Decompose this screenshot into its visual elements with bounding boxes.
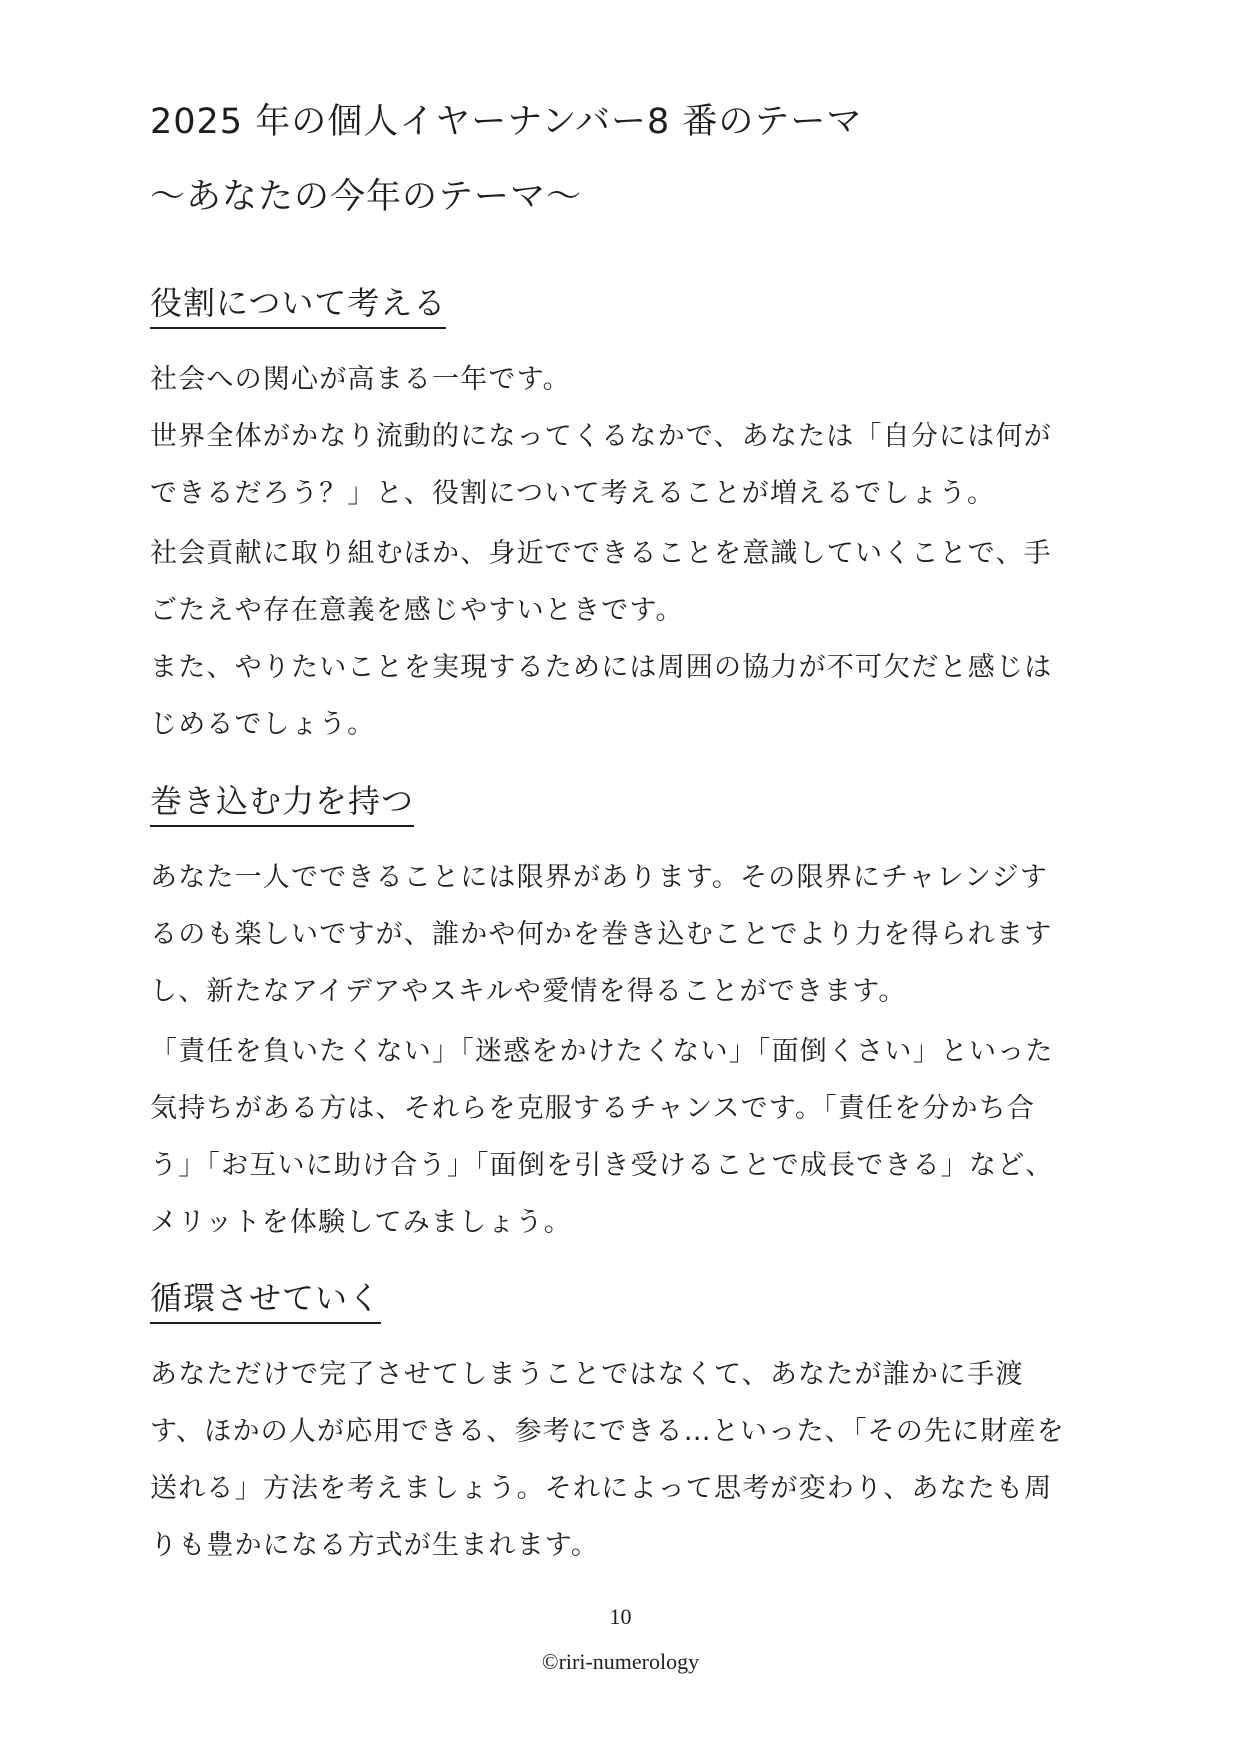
text-line: じめるでしょう。	[150, 709, 376, 740]
paragraph	[150, 1346, 1065, 1574]
text-line: う」「お互いに助け合う」「面倒を引き受けることで成長できる」など、	[150, 1150, 1054, 1181]
section-involve	[150, 781, 1100, 1238]
section-heading: 巻き込む力を持つ	[150, 781, 414, 827]
section-role	[150, 283, 1100, 740]
section-circulate	[150, 1278, 1100, 1561]
paragraph	[150, 525, 1052, 753]
text-line: 社会貢献に取り組むほか、身近でできることを意識していくことで、手	[150, 538, 1052, 569]
page-title: 2025 年の個人イヤーナンバー8 番のテーマ	[150, 102, 863, 142]
text-line: るのも楽しいですが、誰かや何かを巻き込むことでより力を得られます	[150, 919, 1053, 950]
section-heading: 循環させていく	[150, 1278, 381, 1324]
text-line: メリットを体験してみましょう。	[150, 1207, 572, 1238]
text-line: 「責任を負いたくない」「迷惑をかけたくない」「面倒くさい」といった	[150, 1036, 1054, 1067]
copyright-notice: ©riri-numerology	[541, 1649, 700, 1674]
text-line: し、新たなアイデアやスキルや愛情を得ることができます。	[150, 976, 907, 1007]
page-number: 10	[609, 1604, 632, 1629]
section-heading: 役割について考える	[150, 283, 446, 329]
page-subtitle: ～あなたの今年のテーマ～	[150, 177, 583, 217]
text-line: 気持ちがある方は、それらを克服するチャンスです。「責任を分かち合	[150, 1093, 1036, 1124]
text-line: 世界全体がかなり流動的になってくるなかで、あなたは「自分には何が	[150, 421, 1052, 452]
paragraph	[150, 351, 1052, 522]
text-line: ごたえや存在意義を感じやすいときです。	[150, 595, 684, 626]
text-line: 送れる」方法を考えましょう。それによって思考が変わり、あなたも周	[150, 1473, 1053, 1504]
paragraph	[150, 1023, 1054, 1251]
text-line: できるだろう？」と、役割について考えることが増えるでしょう。	[150, 478, 996, 509]
paragraph	[150, 849, 1052, 1020]
text-line: 社会への関心が高まる一年です。	[150, 364, 571, 395]
text-line: あなただけで完了させてしまうことではなくて、あなたが誰かに手渡	[150, 1359, 1024, 1390]
text-line: す、ほかの人が応用できる、参考にできる…といった、「その先に財産を	[150, 1416, 1065, 1447]
text-line: また、やりたいことを実現するためには周囲の協力が不可欠だと感じは	[150, 652, 1053, 683]
text-line: りも豊かになる方式が生まれます。	[150, 1530, 600, 1561]
text-line: あなた一人でできることには限界があります。その限界にチャレンジす	[150, 862, 1049, 893]
